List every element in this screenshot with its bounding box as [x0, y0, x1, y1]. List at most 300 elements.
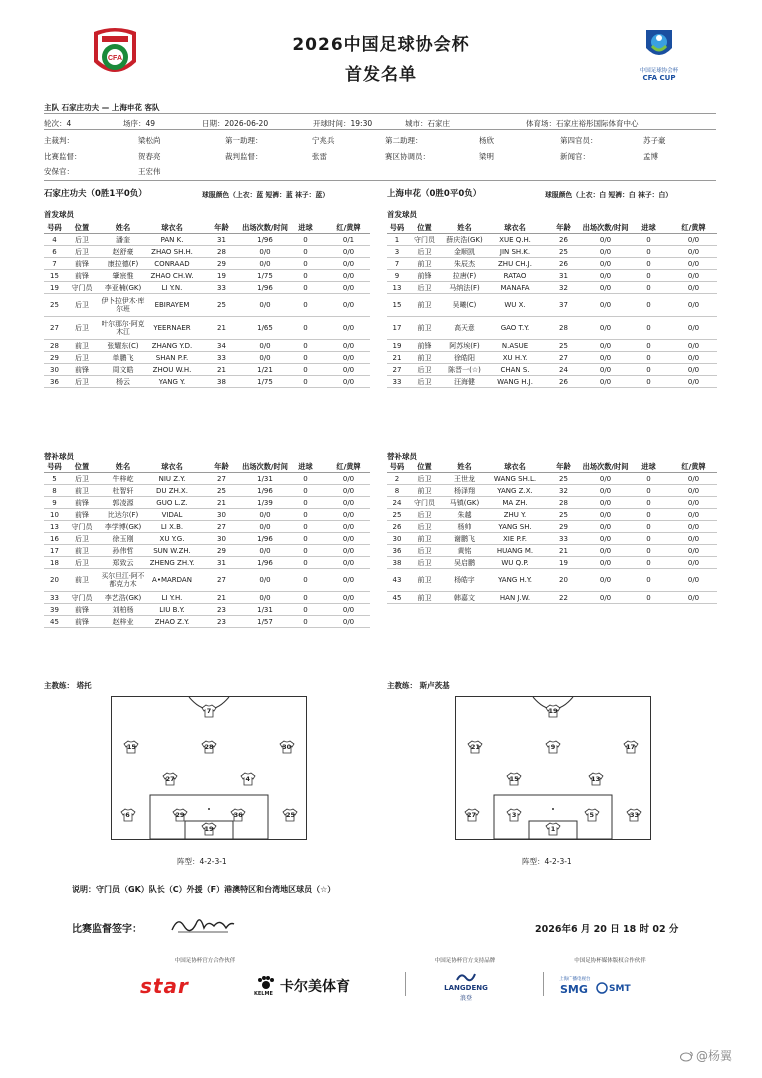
table-cell: 0/0 [342, 558, 355, 567]
table-cell: 1 [394, 235, 400, 244]
table-cell: 1/31 [257, 605, 273, 614]
table-cell: 前锋 [75, 605, 89, 614]
table-row [387, 270, 717, 282]
table-cell: 22 [559, 593, 568, 602]
table-cell: 0/0 [259, 576, 271, 584]
home-formation-pitch [111, 696, 307, 840]
table-cell: 25 [559, 341, 568, 350]
table-row [44, 616, 370, 628]
table-cell: 朱越 [457, 510, 472, 519]
official-label: 安保官： [44, 167, 74, 176]
table-cell: 25 [217, 301, 226, 309]
table-cell: PAN K. [160, 235, 184, 244]
table-row [387, 364, 717, 376]
player-jersey-icon [584, 808, 600, 822]
table-cell: 25 [559, 247, 568, 256]
column-header: 号码 [389, 461, 405, 471]
table-cell: 0/0 [599, 593, 612, 602]
table-cell: 0 [646, 576, 651, 584]
table-row [387, 569, 717, 592]
table-cell: 38 [392, 558, 402, 567]
table-cell: 29 [50, 353, 59, 362]
jersey-number: 19 [204, 825, 214, 834]
table-cell: 29 [217, 259, 226, 268]
column-header: 出场次数/时间 [242, 461, 288, 471]
away-starters-label: 首发球员 [387, 210, 417, 219]
table-row [387, 485, 717, 497]
jersey-number: 3 [511, 810, 517, 819]
table-cell: 比达尔(F) [107, 510, 139, 519]
home-subs-label: 替补球员 [44, 452, 74, 461]
table-cell: 周文皓 [112, 365, 134, 374]
table-cell: 25 [559, 510, 568, 519]
table-cell: 0/0 [687, 498, 700, 507]
table-cell: 0 [303, 558, 308, 567]
official-value: 贺春亮 [138, 152, 161, 161]
table-cell: 0 [303, 576, 308, 584]
table-cell: 8 [52, 486, 57, 495]
table-cell: 2 [394, 474, 400, 483]
jersey-number: 4 [245, 775, 251, 784]
langdeng-brand: LANGDENG [444, 984, 488, 992]
table-cell: 30 [217, 510, 226, 519]
table-cell: 金顺凯 [454, 247, 475, 256]
table-cell: 后卫 [417, 546, 432, 555]
table-cell: 伊卜拉伊木·库尔班 [101, 297, 145, 313]
table-cell: 0/0 [259, 247, 271, 256]
table-row [44, 569, 370, 592]
official-label: 主裁判： [44, 136, 74, 145]
table-cell: 0/0 [342, 546, 355, 555]
jersey-number: 13 [591, 775, 601, 784]
pitch-markings [456, 697, 650, 839]
table-cell: 前卫 [75, 486, 89, 495]
table-cell: 30 [217, 534, 226, 543]
table-cell: 5 [52, 474, 57, 483]
table-row [44, 376, 370, 388]
table-cell: 20 [50, 576, 59, 584]
away-formation-pitch [455, 696, 651, 840]
table-row [44, 270, 370, 282]
table-cell: ZHAO Z.Y. [154, 617, 190, 626]
table-row [44, 533, 370, 545]
table-cell: 0/0 [342, 271, 355, 280]
table-cell: 0/0 [687, 301, 700, 309]
divider [44, 180, 716, 181]
table-header-row [387, 222, 717, 234]
table-cell: 赵舒豪 [112, 247, 134, 256]
table-cell: 孙伟哲 [112, 546, 134, 555]
official-value: 王宏伟 [138, 167, 161, 176]
table-cell: 0 [646, 301, 651, 309]
table-cell: 30 [50, 365, 59, 374]
table-cell: 0/0 [599, 247, 612, 256]
home-starters-label: 首发球员 [44, 210, 74, 219]
table-row [387, 294, 717, 317]
table-cell: HAN J.W. [499, 593, 531, 602]
weibo-icon [680, 1050, 694, 1062]
table-cell: 4 [52, 235, 57, 244]
table-cell: 27 [217, 474, 226, 483]
table-cell: 前卫 [417, 301, 432, 309]
table-cell: 24 [392, 498, 402, 507]
table-cell: 0/0 [687, 365, 700, 374]
table-cell: 7 [394, 259, 400, 268]
table-cell: 徐皓阳 [454, 353, 475, 362]
table-cell: 马镇(GK) [449, 498, 480, 507]
table-cell: 守门员 [414, 235, 435, 244]
table-cell: 27 [50, 324, 59, 332]
table-cell: 肇宸惟 [112, 271, 134, 280]
column-header: 球衣名 [504, 222, 526, 232]
table-cell: RATAO [503, 271, 527, 280]
table-cell: 0 [646, 365, 651, 374]
smt-icon [596, 982, 608, 994]
column-header: 年龄 [556, 222, 571, 232]
table-cell: 0/0 [687, 474, 700, 483]
table-cell: 31 [217, 558, 226, 567]
table-row [44, 485, 370, 497]
table-row [387, 340, 717, 352]
table-cell: 37 [559, 301, 568, 309]
column-header: 号码 [47, 461, 62, 471]
table-row [387, 376, 717, 388]
table-cell: 薛庆浩(GK) [446, 235, 483, 244]
jersey-number: 6 [125, 810, 130, 819]
smg-sub: 上海广播电视台 [559, 977, 591, 982]
table-cell: 18 [50, 558, 59, 567]
table-cell: LI Y.H. [161, 593, 183, 602]
column-header: 球衣名 [504, 461, 526, 471]
table-cell: 0 [646, 377, 651, 386]
table-cell: 29 [559, 522, 568, 531]
column-header: 进球 [298, 222, 313, 232]
table-cell: 后卫 [417, 377, 432, 386]
table-cell: 0/0 [599, 259, 612, 268]
table-cell: 0/0 [687, 546, 700, 555]
table-cell: CHAN S. [500, 365, 530, 374]
column-header: 位置 [74, 461, 90, 471]
table-cell: 后卫 [417, 365, 432, 374]
table-cell: 0 [303, 259, 308, 268]
official-value: 张雷 [312, 152, 327, 161]
table-row [44, 509, 370, 521]
table-cell: 前锋 [75, 617, 89, 626]
official-label: 第四官员： [560, 136, 598, 145]
table-cell: MANAFA [500, 283, 530, 292]
divider [44, 113, 716, 114]
table-cell: 0/0 [687, 353, 700, 362]
player-jersey-icon [545, 704, 561, 718]
table-row [387, 592, 717, 604]
svg-text:CFA: CFA [108, 55, 122, 62]
table-cell: 1/96 [257, 486, 273, 495]
table-cell: 前卫 [75, 341, 89, 350]
column-header: 年龄 [214, 222, 229, 232]
divider [405, 972, 406, 996]
table-cell: LI X.B. [160, 522, 184, 531]
legend-note: 说明：守门员（GK）队长（C）外援（F）港澳特区和台湾地区球员（☆） [72, 885, 336, 894]
column-header: 号码 [47, 222, 62, 232]
table-cell: 王世龙 [454, 474, 475, 483]
official-value: 杨欣 [479, 136, 494, 145]
table-cell: 0/0 [342, 324, 355, 332]
table-cell: 0/0 [342, 353, 355, 362]
cfa-cup-logo-text2: CFA CUP [642, 74, 676, 82]
table-cell: 0 [303, 522, 308, 531]
column-header: 年龄 [214, 461, 229, 471]
table-cell: 韩嘉文 [454, 593, 475, 602]
table-cell: 0 [646, 247, 651, 256]
table-cell: 0 [646, 510, 651, 519]
table-cell: 前卫 [417, 324, 432, 332]
home-kit-colors: 球服颜色（上衣：蓝 短裤：蓝 袜子：蓝） [202, 191, 330, 199]
table-cell: 0/0 [259, 353, 271, 362]
player-jersey-icon [467, 740, 483, 754]
table-cell: 0 [303, 510, 308, 519]
table-cell: 杨帅 [457, 522, 472, 531]
home-team-name: 石家庄功夫（0胜1平0负） [44, 189, 147, 199]
stadium: 体育场：石家庄裕彤国际体育中心 [526, 119, 639, 128]
table-cell: 前卫 [75, 546, 89, 555]
table-row [44, 352, 370, 364]
table-cell: 赵梓业 [112, 617, 134, 626]
table-cell: 0 [303, 235, 308, 244]
table-cell: 郭凌源 [112, 498, 134, 507]
player-jersey-icon [120, 808, 136, 822]
table-row [387, 545, 717, 557]
signature-image [168, 912, 238, 938]
jersey-number: 27 [466, 810, 477, 819]
player-jersey-icon [623, 740, 639, 754]
column-header: 红/黄牌 [681, 222, 706, 232]
table-cell: 8 [394, 486, 400, 495]
table-cell: 0/0 [599, 546, 612, 555]
table-cell: 后卫 [75, 324, 89, 332]
table-cell: 0/0 [599, 271, 612, 280]
smt-brand: SMT [609, 984, 631, 994]
table-cell: 1/96 [257, 235, 273, 244]
table-row [387, 473, 717, 485]
table-cell: 0 [646, 235, 651, 244]
table-row [387, 533, 717, 545]
table-cell: YANG H.Y. [498, 576, 532, 584]
jersey-number: 27 [165, 775, 175, 784]
table-cell: 0/0 [342, 283, 355, 292]
table-cell: 单鹏飞 [112, 353, 134, 362]
table-cell: 0 [303, 617, 308, 626]
table-cell: 前卫 [417, 593, 432, 602]
table-cell: 徐玉刚 [112, 534, 134, 543]
table-cell: 李亚楠(GK) [104, 283, 142, 292]
table-cell: 32 [559, 283, 568, 292]
table-cell: 0/0 [599, 283, 612, 292]
table-cell: 前锋 [417, 341, 432, 350]
table-cell: 后卫 [417, 283, 432, 292]
table-cell: 吴启鹏 [454, 558, 475, 567]
table-cell: 0 [303, 341, 308, 350]
table-cell: 1/31 [257, 474, 273, 483]
table-cell: 0 [303, 247, 308, 256]
table-cell: 1/57 [257, 617, 273, 626]
table-row [44, 294, 370, 317]
table-cell: 潘奎 [116, 235, 130, 244]
official-value: 宁兆兵 [312, 136, 335, 145]
jersey-number: 9 [550, 742, 556, 751]
table-cell: 0 [303, 271, 308, 280]
teams-line: 主队 石家庄功夫 — 上海申花 客队 [44, 103, 160, 112]
table-cell: 10 [50, 510, 59, 519]
table-cell: 0/0 [342, 593, 355, 602]
away-team-panel [387, 184, 717, 674]
table-cell: 21 [217, 324, 226, 332]
table-cell: 23 [217, 617, 226, 626]
table-row [44, 592, 370, 604]
table-cell: 0/0 [259, 301, 271, 309]
table-cell: 0/0 [259, 510, 271, 519]
table-cell: 33 [559, 534, 568, 543]
table-cell: 33 [50, 593, 59, 602]
jersey-number: 15 [509, 775, 519, 784]
player-jersey-icon [230, 808, 246, 822]
home-team-panel [44, 184, 370, 674]
table-cell: 0/0 [599, 498, 612, 507]
partner-label-2: 中国足协杯官方支持品牌 [434, 958, 496, 964]
table-cell: 17 [50, 546, 59, 555]
away-team-name: 上海申花（0胜0平0负） [387, 189, 482, 199]
table-cell: A•MARDAN [152, 576, 192, 584]
table-cell: 谢鹏飞 [454, 534, 475, 543]
table-cell: VIDAL [161, 510, 183, 519]
table-cell: 28 [559, 324, 568, 332]
column-header: 球衣名 [161, 461, 183, 471]
table-cell: 刘柏杨 [112, 605, 134, 614]
table-row [387, 282, 717, 294]
column-header: 红/黄牌 [336, 222, 361, 232]
home-formation: 阵型：4-2-3-1 [177, 857, 227, 866]
table-cell: 0 [303, 498, 308, 507]
table-cell: 23 [217, 605, 226, 614]
table-cell: 0/0 [342, 576, 355, 584]
table-cell: 0/0 [687, 271, 700, 280]
table-cell: 16 [50, 534, 59, 543]
table-cell: 前卫 [417, 576, 432, 584]
table-cell: 0/0 [342, 522, 355, 531]
column-header: 出场次数/时间 [582, 461, 629, 471]
table-cell: 20 [559, 576, 568, 584]
table-cell: 0 [303, 534, 308, 543]
table-cell: 33 [392, 377, 402, 386]
table-cell: 32 [559, 486, 568, 495]
table-cell: 0 [303, 593, 308, 602]
table-cell: ZHOU W.H. [152, 365, 192, 374]
table-cell: JIN SH.K. [499, 247, 531, 256]
divider [543, 972, 544, 996]
table-cell: 0/0 [342, 510, 355, 519]
table-cell: 0/0 [687, 558, 700, 567]
column-header: 红/黄牌 [681, 461, 706, 471]
column-header: 出场次数/时间 [242, 222, 288, 232]
table-cell: 0/0 [259, 341, 271, 350]
table-cell: 0/0 [259, 546, 271, 555]
player-jersey-icon [588, 772, 604, 786]
table-cell: 前锋 [75, 259, 89, 268]
table-cell: 27 [559, 353, 568, 362]
table-cell: 0/0 [342, 474, 355, 483]
kickoff-time: 开球时间：19:30 [313, 119, 373, 128]
player-jersey-icon [172, 808, 188, 822]
table-cell: 0/0 [687, 486, 700, 495]
table-cell: 后卫 [417, 558, 432, 567]
table-cell: ZHAO CH.W. [150, 271, 194, 280]
column-header: 年龄 [556, 461, 571, 471]
table-cell: 33 [217, 353, 226, 362]
table-cell: 杨云 [116, 377, 130, 386]
table-cell: 0/0 [599, 576, 612, 584]
table-cell: 0/0 [342, 341, 355, 350]
table-cell: 0/0 [599, 365, 612, 374]
table-cell: 26 [559, 377, 568, 386]
jersey-number: 29 [175, 810, 185, 819]
table-cell: 前锋 [75, 271, 89, 280]
table-cell: 0/0 [687, 593, 700, 602]
table-cell: 26 [559, 235, 568, 244]
away-kit-colors: 球服颜色（上衣：白 短裤：白 袜子：白） [545, 191, 673, 199]
cfa-cup-logo [638, 24, 680, 64]
table-cell: 0/0 [599, 510, 612, 519]
table-row [387, 509, 717, 521]
table-cell: 17 [392, 324, 402, 332]
table-cell: 前锋 [75, 365, 89, 374]
table-cell: 李学博(GK) [104, 522, 142, 531]
table-cell: 0/0 [687, 341, 700, 350]
table-cell: 后卫 [417, 522, 432, 531]
kelme-paw-icon [256, 976, 276, 990]
table-cell: 0 [303, 605, 308, 614]
table-cell: 1/65 [257, 324, 273, 332]
table-cell: WU X. [504, 301, 526, 309]
column-header: 位置 [74, 222, 90, 232]
table-row [44, 340, 370, 352]
table-row [44, 364, 370, 376]
table-cell: WANG H.J. [497, 377, 533, 386]
player-jersey-icon [545, 740, 561, 754]
column-header: 进球 [641, 461, 656, 471]
table-cell: 25 [217, 486, 226, 495]
table-cell: 31 [559, 271, 568, 280]
table-row [44, 521, 370, 533]
table-cell: 27 [392, 365, 402, 374]
table-cell: 前锋 [75, 510, 89, 519]
column-header: 姓名 [457, 461, 472, 471]
column-header: 号码 [389, 222, 405, 232]
table-cell: 21 [217, 593, 226, 602]
away-subs-label: 替补球员 [387, 452, 417, 461]
table-cell: 前锋 [417, 271, 432, 280]
column-header: 位置 [417, 461, 432, 471]
table-cell: 杨泽翔 [454, 486, 475, 495]
pitch-markings [112, 697, 306, 839]
table-cell: XU H.Y. [502, 353, 528, 362]
table-cell: 0/0 [687, 510, 700, 519]
partner-label-1: 中国足协杯官方合作伙伴 [174, 958, 236, 964]
table-cell: 0 [646, 546, 651, 555]
table-cell: 前卫 [417, 534, 432, 543]
table-cell: 9 [394, 271, 400, 280]
table-cell: 0/0 [599, 324, 612, 332]
table-cell: 后卫 [75, 377, 89, 386]
home-starters-table [44, 222, 370, 432]
